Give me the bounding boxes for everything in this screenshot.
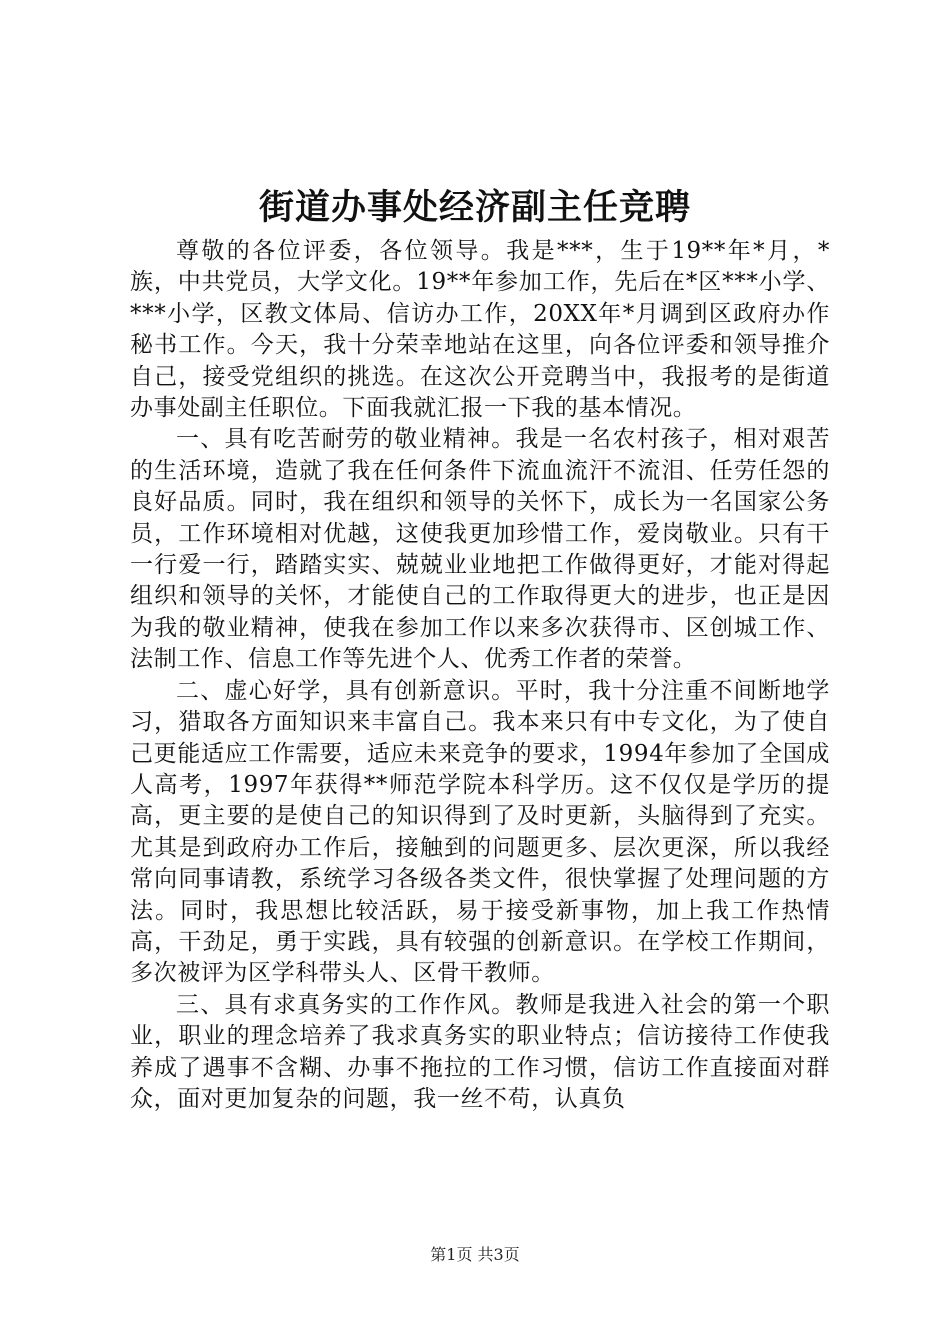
paragraph-intro: 尊敬的各位评委，各位领导。我是***，生于19**年*月，*族，中共党员，大学文化。19**年参加工作，先后在*区***小学、***小学，区教文体局、信访办工作，20XX年*月调到区政府办作秘书工作。今天，我十分荣幸地站在这里，向各位评委和领导推介自己，接受党组织的挑选。在这次公开竞聘当中，我报考的是街道办事处副主任职位。下面我就汇报一下我的基本情况。	[130, 238, 830, 422]
document-body	[130, 236, 830, 1115]
document-title: 街道办事处经济副主任竞聘	[258, 187, 691, 228]
paragraph-dedication: 一、具有吃苦耐劳的敬业精神。我是一名农村孩子，相对艰苦的生活环境，造就了我在任何条件下流血流汗不流泪、任劳任怨的良好品质。同时，我在组织和领导的关怀下，成长为一名国家公务员，工作环境相对优越，这使我更加珍惜工作，爱岗敬业。只有干一行爱一行，踏踏实实、兢兢业业地把工作做得更好，才能对得起组织和领导的关怀，才能使自己的工作取得更大的进步，也正是因为我的敬业精神，使我在参加工作以来多次获得市、区创城工作、法制工作、信息工作等先进个人、优秀工作者的荣誉。	[130, 426, 830, 673]
paragraph-learning: 二、虚心好学，具有创新意识。平时，我十分注重不间断地学习，猎取各方面知识来丰富自己。我本来只有中专文化，为了使自己更能适应工作需要，适应未来竞争的要求，1994年参加了全国成人高考，1997年获得**师范学院本科学历。这不仅仅是学历的提高，更主要的是使自己的知识得到了及时更新，头脑得到了充实。尤其是到政府办工作后，接触到的问题更多、层次更深，所以我经常向同事请教，系统学习各级各类文件，很快掌握了处理问题的方法。同时，我思想比较活跃，易于接受新事物，加上我工作热情高，干劲足，勇于实践，具有较强的创新意识。在学校工作期间，多次被评为区学科带头人、区骨干教师。	[130, 677, 830, 987]
paragraph-work-style: 三、具有求真务实的工作作风。教师是我进入社会的第一个职业，职业的理念培养了我求真务实的职业特点；信访接待工作使我养成了遇事不含糊、办事不拖拉的工作习惯，信访工作直接面对群众，面对更加复杂的问题，我一丝不苟，认真负	[130, 991, 830, 1112]
page-number-footer: 第1页 共3页	[430, 1245, 520, 1264]
